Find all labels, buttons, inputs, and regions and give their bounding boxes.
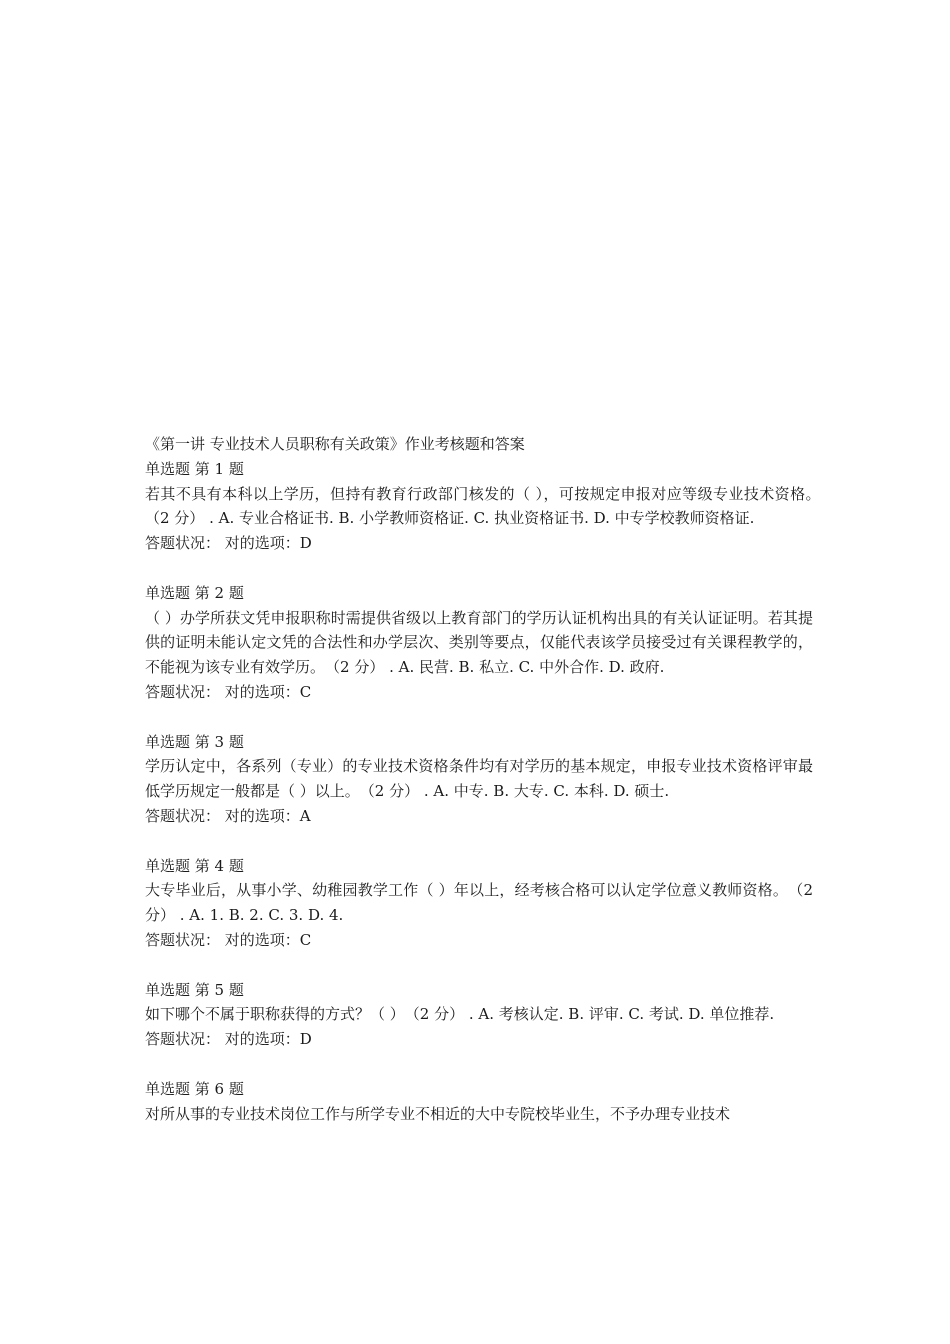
spacer <box>145 556 813 581</box>
question-text: 若其不具有本科以上学历，但持有教育行政部门核发的（ ），可按规定申报对应等级专业技术资格。 （2 分） . A. 专业合格证书. B. 小学教师资格证. C. 执业资格证书. D. 中专学校教师资格证. <box>145 484 829 528</box>
answer-status: 答题状况： 对的选项：D <box>145 1030 312 1049</box>
document-page <box>145 432 829 1126</box>
document-title: 《第一讲 专业技术人员职称有关政策》作业考核题和答案 <box>145 435 525 453</box>
question-header: 单选题 第 4 题 <box>145 856 244 875</box>
spacer <box>145 953 813 978</box>
spacer <box>145 829 813 854</box>
question-header: 单选题 第 3 题 <box>145 732 244 751</box>
question-5 <box>145 978 813 1052</box>
question-text: 对所从事的专业技术岗位工作与所学专业不相近的大中专院校毕业生，不予办理专业技术 <box>145 1104 731 1123</box>
question-header: 单选题 第 1 题 <box>145 459 244 478</box>
answer-status: 答题状况： 对的选项：D <box>145 534 312 553</box>
question-text: （ ）办学所获文凭申报职称时需提供省级以上教育部门的学历认证机构出具的有关认证证明。若其提供的证明未能认定文凭的合法性和办学层次、类别等要点，仅能代表该学员接受过有关课程教学的，不能视为该专业有效学历。 （2 分） . A. 民营. B. 私立. C. 中外合作. D. 政府. <box>145 608 813 677</box>
question-1 <box>145 457 829 556</box>
question-text: 如下哪个不属于职称获得的方式？（ ） （2 分） . A. 考核认定. B. 评审. C. 考试. D. 单位推荐. <box>145 1005 775 1024</box>
question-6 <box>145 1077 813 1127</box>
question-text: 大专毕业后，从事小学、幼稚园教学工作（ ）年以上，经考核合格可以认定学位意义教师资格。 （2 分） . A. 1. B. 2. C. 3. D. 4. <box>145 881 813 925</box>
spacer <box>145 1052 813 1077</box>
answer-status: 答题状况： 对的选项：C <box>145 930 312 949</box>
answer-status: 答题状况： 对的选项：A <box>145 806 311 825</box>
question-header: 单选题 第 5 题 <box>145 980 244 999</box>
question-header: 单选题 第 2 题 <box>145 583 244 602</box>
question-header: 单选题 第 6 题 <box>145 1079 244 1098</box>
question-text: 学历认定中，各系列（专业）的专业技术资格条件均有对学历的基本规定，申报专业技术资格评审最低学历规定一般都是（ ）以上。 （2 分） . A. 中专. B. 大专. C. 本科. D. 硕士. <box>145 757 813 801</box>
question-2 <box>145 581 813 705</box>
answer-status: 答题状况： 对的选项：C <box>145 682 312 701</box>
spacer <box>145 705 813 730</box>
question-4 <box>145 854 813 953</box>
question-3 <box>145 730 813 829</box>
